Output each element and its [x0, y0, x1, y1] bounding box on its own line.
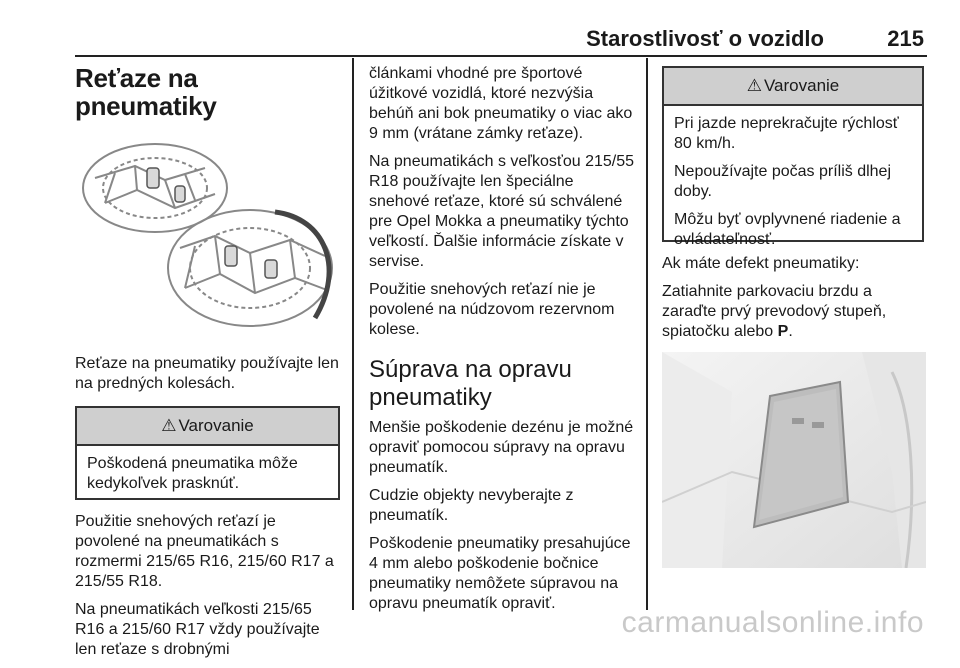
watermark-text: carmanualsonline.info: [621, 606, 924, 639]
warning-title: Varovanie: [763, 76, 840, 95]
warning-line: Pri jazde neprekračujte rýchlosť 80 km/h.: [674, 115, 899, 152]
paragraph-gear-instruction: [662, 282, 926, 342]
header-rule: [75, 55, 927, 57]
warning-header: [77, 408, 338, 446]
paragraph: článkami vhodné pre športové úžitkové vozidlá, ktoré nezvýšia behúň ani bok pneumatiky o viac ako 9 mm (vrátane zámky reťaze).: [369, 65, 633, 142]
warning-icon: ⚠: [746, 76, 762, 95]
page-number: 215: [887, 26, 924, 51]
column-divider-1: [352, 58, 354, 610]
paragraph: Použitie snehových reťazí je povolené na pneumatikách s rozmermi 215/65 R16, 215/60 R17 a 215/55 R18.: [75, 513, 334, 590]
trunk-floor-cover-illustration: [662, 352, 926, 568]
warning-header: [664, 68, 922, 106]
gear-p-label: P: [777, 323, 789, 340]
paragraph: Poškodenie pneumatiky presahujúce 4 mm alebo poškodenie bočnice pneumatiky nemôžete súpravou na opravu pneumatík opraviť.: [369, 535, 631, 612]
warning-text: Poškodená pneumatika môže kedykoľvek prasknúť.: [87, 455, 298, 492]
instruction-punctuation: .: [788, 323, 793, 340]
caption-snow-chains: Reťaze na pneumatiky používajte len na predných kolesách.: [75, 355, 339, 392]
warning-line: Nepoužívajte počas príliš dlhej doby.: [674, 163, 892, 200]
warning-icon: ⚠: [161, 416, 177, 435]
paragraph: Na pneumatikách veľkosti 215/65 R16 a 215/60 R17 vždy používajte len reťaze s drobnými: [75, 601, 320, 658]
warning-box-2: [662, 66, 924, 248]
warning-box-1: [75, 406, 340, 500]
paragraph: Menšie poškodenie dezénu je možné opraviť pomocou súpravy na opravu pneumatík.: [369, 419, 634, 476]
paragraph: Použitie snehových reťazí nie je povolené na núdzovom rezervnom kolese.: [369, 281, 615, 338]
right-column: [662, 66, 926, 568]
paragraph: Cudzie objekty nevyberajte z pneumatík.: [369, 487, 574, 524]
snow-chains-illustration: [75, 128, 340, 342]
instruction-text: Zatiahnite parkovaciu brzdu a zaraďte prvý prevodový stupeň, spiatočku alebo: [662, 283, 887, 340]
heading-snow-chains: Reťaze na pneumatiky: [75, 63, 217, 121]
middle-column: [369, 64, 637, 622]
paragraph: Ak máte defekt pneumatiky:: [662, 255, 860, 272]
paragraph: Na pneumatikách s veľkosťou 215/55 R18 používajte len špeciálne snehové reťaze, ktoré sú schválené pre Opel Mokka a pneumatiky týchto veľkostí. Ďalšie informácie získate v servise.: [369, 153, 635, 270]
column-divider-2: [646, 58, 648, 610]
section-title: Starostlivosť o vozidlo: [586, 26, 824, 51]
warning-title: Varovanie: [178, 416, 254, 435]
left-column: [75, 64, 340, 668]
heading-tyre-repair-kit: Súprava na opravu pneumatiky: [369, 356, 572, 411]
warning-line: Môžu byť ovplyvnené riadenie a ovládateľnosť.: [674, 211, 901, 248]
